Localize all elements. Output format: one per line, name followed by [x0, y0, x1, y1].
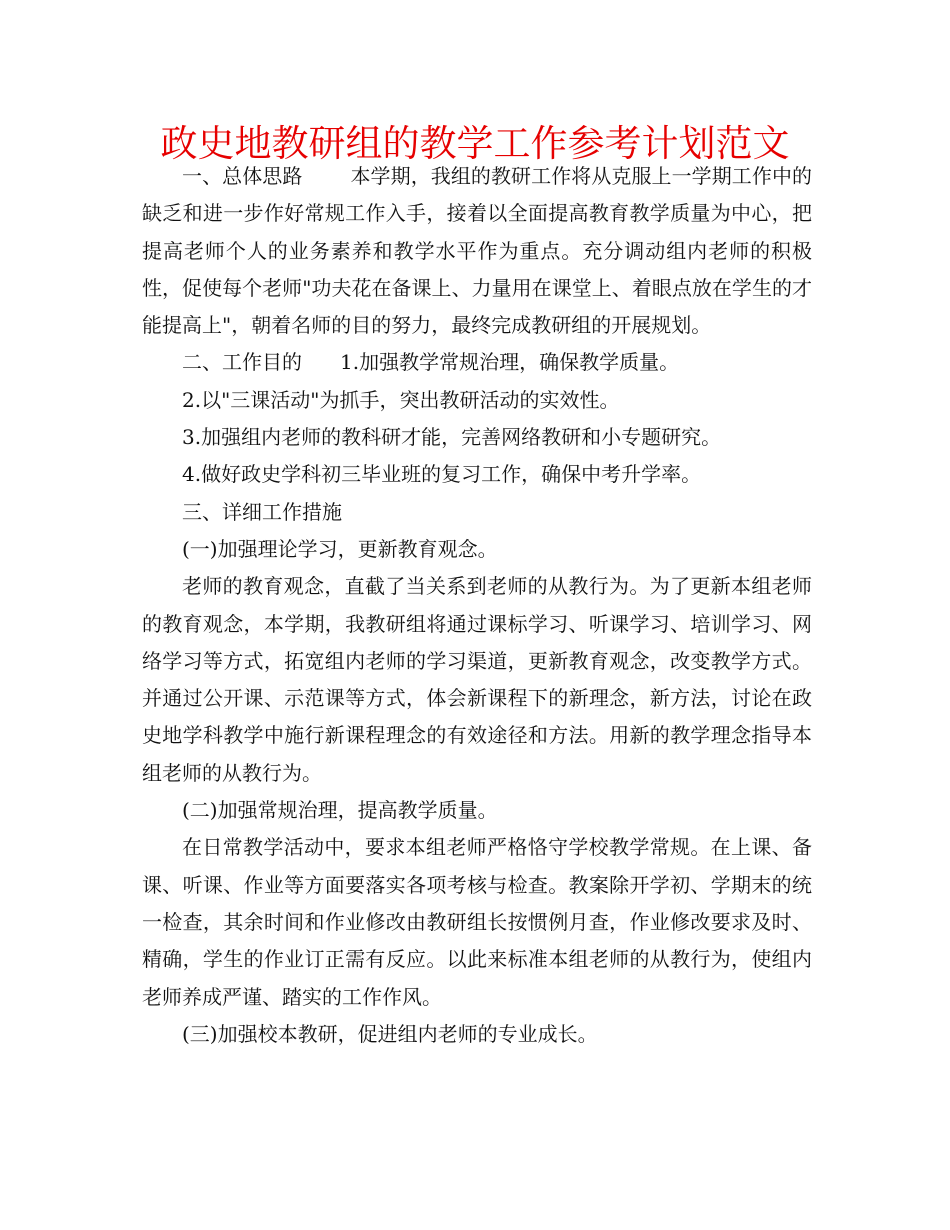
document-title: 政史地教研组的教学工作参考计划范文 [160, 122, 790, 165]
section-heading-1: 一、总体思路 [182, 164, 303, 188]
paragraph-work-goals [142, 344, 812, 381]
section-heading-2: 二、工作目的 [182, 350, 302, 375]
goal-item-2: 2.以"三课活动"为抓手，突出教研活动的实效性。 [182, 387, 620, 412]
section-text-1: 本学期，我组的教研工作将从克服上一学期工作中的缺乏和进一步作好常规工作入手，接着以全面提高教育教学质量为中心，把提高老师个人的业务素养和教学水平作为重点。充分调动组内老师的积极性，促使每个老师"功夫花在备课上、力量用在课堂上、着眼点放在学生的才能提高上"，朝着名师的目的努力，最终完成教研组的开展规划。 [142, 164, 813, 338]
goal-item-1: 1.加强教学常规治理，确保教学质量。 [340, 350, 680, 375]
document-body [142, 158, 812, 1053]
subsection-text-1: 老师的教育观念，直截了当关系到老师的从教行为。为了更新本组老师的教育观念，本学期，我教研组将通过课标学习、听课学习、培训学习、网络学习等方式，拓宽组内老师的学习渠道，更新教育观念，改变教学方式。并通过公开课、示范课等方式，体会新课程下的新理念，新方法，讨论在政史地学科教学中施行新课程理念的有效途径和方法。用新的教学理念指导本组老师的从教行为。 [142, 574, 812, 785]
goal-item-4: 4.做好政史学科初三毕业班的复习工作，确保中考升学率。 [182, 462, 702, 487]
subsection-heading-1: (一)加强理论学习，更新教育观念。 [182, 536, 498, 561]
subsection-heading-3: (三)加强校本教研，促进组内老师的专业成长。 [182, 1021, 598, 1046]
section-heading-3: 三、详细工作措施 [182, 499, 342, 524]
subsection-heading-2: (二)加强常规治理，提高教学质量。 [182, 798, 498, 823]
paragraph-overall-approach [142, 158, 812, 344]
goal-item-3: 3.加强组内老师的教科研才能，完善网络教研和小专题研究。 [182, 425, 722, 450]
subsection-text-2: 在日常教学活动中，要求本组老师严格恪守学校教学常规。在上课、备课、听课、作业等方面要落实各项考核与检查。教案除开学初、学期末的统一检查，其余时间和作业修改由教研组长按惯例月查，作业修改要求及时、精确，学生的作业订正需有反应。以此来标准本组老师的从教行为，使组内老师养成严谨、踏实的工作作风。 [142, 835, 812, 1009]
